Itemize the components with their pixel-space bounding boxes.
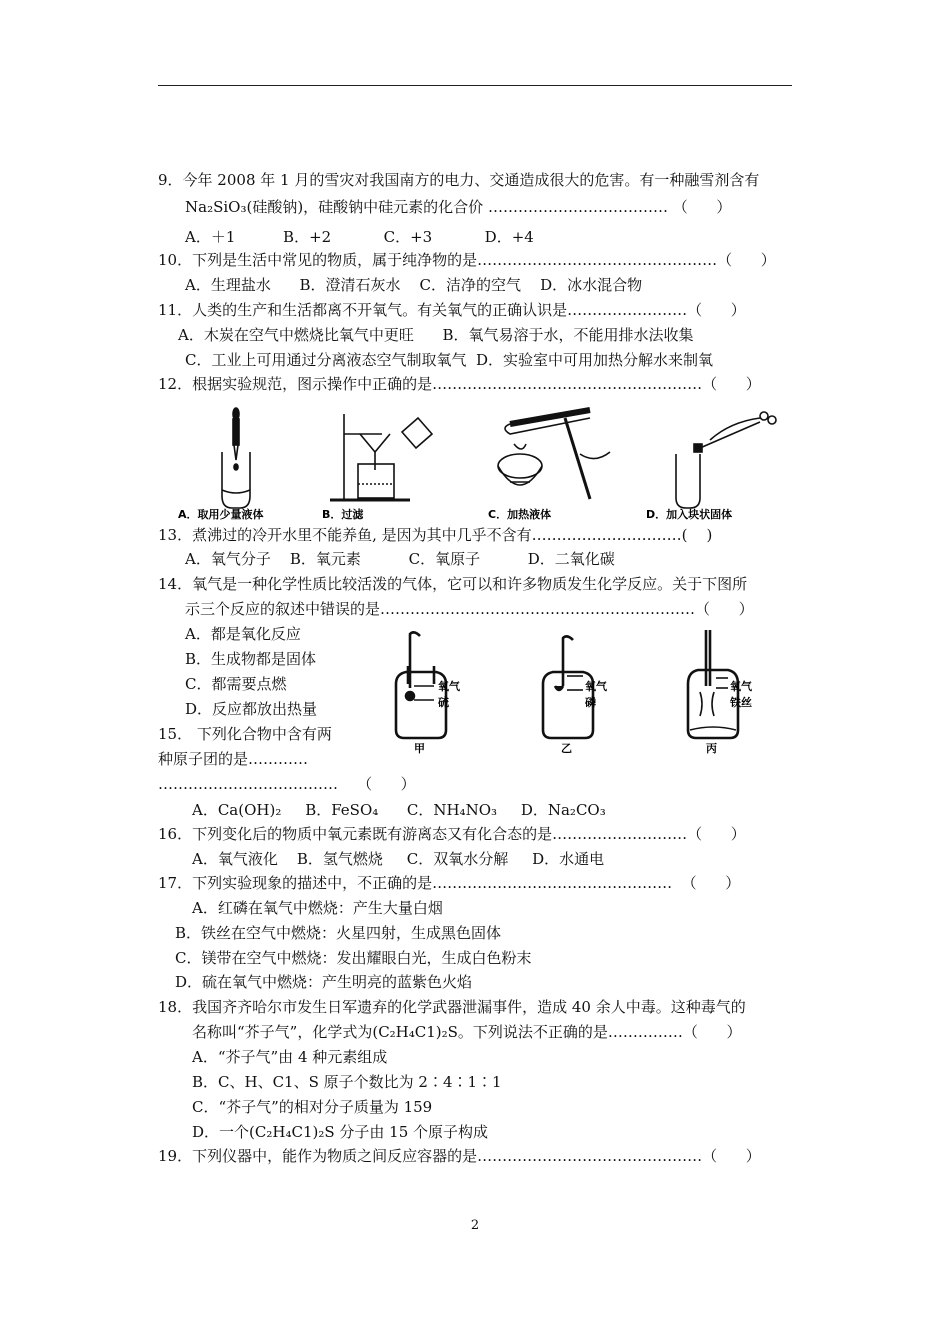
text-line-q11-cd: C．工业上可用通过分离液态空气制取氧气 D．实验室中可用加热分解水来制氧 bbox=[185, 351, 714, 369]
fig14-bottle-2-label-1: 铁丝 bbox=[730, 696, 752, 709]
fig14-bottle-1-name: 乙 bbox=[561, 742, 572, 754]
fig12-caption-3: D．加入块状固体 bbox=[646, 508, 733, 521]
text-line-q18-D: D．一个(C₂H₄C1)₂S 分子由 15 个原子构成 bbox=[192, 1123, 489, 1141]
text-line-q13-opts: A．氧气分子 B．氧元素 C．氧原子 D．二氧化碳 bbox=[185, 550, 615, 568]
text-line-q16: 16．下列变化后的物质中氧元素既有游离态又有化合态的是………………………（ ） bbox=[158, 825, 746, 843]
text-line-q11: 11．人类的生产和生活都离不开氧气。有关氧气的正确认识是……………………（ ） bbox=[158, 301, 746, 319]
text-line-q10: 10．下列是生活中常见的物质，属于纯净物的是…………………………………………（ ） bbox=[158, 251, 776, 269]
text-line-q18-b: 名称叫“芥子气”，化学式为(C₂H₄C1)₂S。下列说法不正确的是……………（ ） bbox=[192, 1023, 742, 1041]
text-line-q17-D: D．硫在氧气中燃烧：产生明亮的蓝紫色火焰 bbox=[175, 973, 473, 991]
text-line-q9-a: 9．今年 2008 年 1 月的雪灾对我国南方的电力、交通造成很大的危害。有一种融雪剂含有 bbox=[158, 171, 760, 189]
text-line-q18-A: A．“芥子气”由 4 种元素组成 bbox=[192, 1048, 388, 1066]
page-number: 2 bbox=[470, 1218, 480, 1233]
fig14-bottle-1-label-0: 氧气 bbox=[585, 680, 607, 693]
text-line-q19: 19．下列仪器中，能作为物质之间反应容器的是………………………………………（ ） bbox=[158, 1147, 761, 1165]
text-line-q14-C: C．都需要点燃 bbox=[185, 675, 287, 693]
fig14-bottle-1-label-1: 磷 bbox=[585, 696, 596, 709]
text-line-q12: 12．根据实验规范，图示操作中正确的是………………………………………………（ ） bbox=[158, 375, 761, 393]
text-line-q15-c: ……………………………… （ ） bbox=[158, 775, 416, 793]
alcohol-lamp-icon bbox=[498, 410, 610, 499]
filtration-stand-icon bbox=[330, 414, 432, 500]
tongs-icon bbox=[676, 412, 776, 508]
text-line-q17-A: A．红磷在氧气中燃烧：产生大量白烟 bbox=[192, 899, 443, 917]
fig14-bottle-2-name: 丙 bbox=[706, 742, 717, 754]
text-line-q9-opts: A．＋1 B．+2 C．+3 D．+4 bbox=[185, 228, 534, 246]
text-line-q14-b: 示三个反应的叙述中错误的是………………………………………………………（ ） bbox=[185, 600, 754, 618]
fig14-bottle-0-name: 甲 bbox=[414, 742, 425, 754]
text-line-q17-C: C．镁带在空气中燃烧：发出耀眼白光，生成白色粉末 bbox=[175, 949, 532, 967]
fig14-bottle-0-label-0: 氧气 bbox=[438, 680, 460, 693]
text-line-q18-B: B．C、H、C1、S 原子个数比为 2∶4∶1∶1 bbox=[192, 1073, 502, 1091]
text-line-q18-C: C．“芥子气”的相对分子质量为 159 bbox=[192, 1098, 433, 1116]
fig14-bottle-2-label-0: 氧气 bbox=[730, 680, 752, 693]
figure-q14-bottles bbox=[380, 626, 780, 754]
text-line-q9-b: Na₂SiO₃(硅酸钠)，硅酸钠中硅元素的化合价 ……………………………… （ ） bbox=[185, 198, 732, 216]
text-line-q15-b: 种原子团的是………… bbox=[158, 750, 309, 768]
figure-q12-operations bbox=[170, 404, 810, 522]
header-rule bbox=[158, 85, 792, 86]
test-tube-icon bbox=[222, 452, 250, 508]
dropper-icon bbox=[233, 408, 239, 470]
text-line-q14-a: 14．氧气是一种化学性质比较活泼的气体，它可以和许多物质发生化学反应。关于下图所 bbox=[158, 575, 748, 593]
text-line-q17-B: B．铁丝在空气中燃烧：火星四射，生成黑色固体 bbox=[175, 924, 502, 942]
text-line-q16-opts: A．氧气液化 B．氢气燃烧 C．双氧水分解 D．水通电 bbox=[192, 850, 605, 868]
text-line-q14-B: B．生成物都是固体 bbox=[185, 650, 317, 668]
text-line-q15-opts: A．Ca(OH)₂ B．FeSO₄ C．NH₄NO₃ D．Na₂CO₃ bbox=[192, 801, 606, 819]
fig12-caption-2: C．加热液体 bbox=[488, 508, 552, 521]
text-line-q10-opts: A．生理盐水 B．澄清石灰水 C．洁净的空气 D．冰水混合物 bbox=[185, 276, 643, 294]
fig12-caption-0: A．取用少量液体 bbox=[178, 508, 264, 521]
fig14-bottle-0-label-1: 硫 bbox=[438, 696, 449, 709]
text-line-q13: 13．煮沸过的冷开水里不能养鱼, 是因为其中几乎不含有…………………………( ) bbox=[158, 526, 713, 544]
text-line-q15-a: 15． 下列化合物中含有两 bbox=[158, 725, 332, 743]
fig12-caption-1: B．过滤 bbox=[322, 508, 364, 521]
text-line-q18-a: 18．我国齐齐哈尔市发生日军遗弃的化学武器泄漏事件，造成 40 余人中毒。这种毒气的 bbox=[158, 998, 746, 1016]
text-line-q14-D: D．反应都放出热量 bbox=[185, 700, 318, 718]
text-line-q11-ab: A．木炭在空气中燃烧比氧气中更旺 B．氧气易溶于水，不能用排水法收集 bbox=[178, 326, 694, 344]
text-line-q14-A: A．都是氧化反应 bbox=[185, 625, 301, 643]
text-line-q17: 17．下列实验现象的描述中，不正确的是………………………………………… （ ） bbox=[158, 874, 741, 892]
